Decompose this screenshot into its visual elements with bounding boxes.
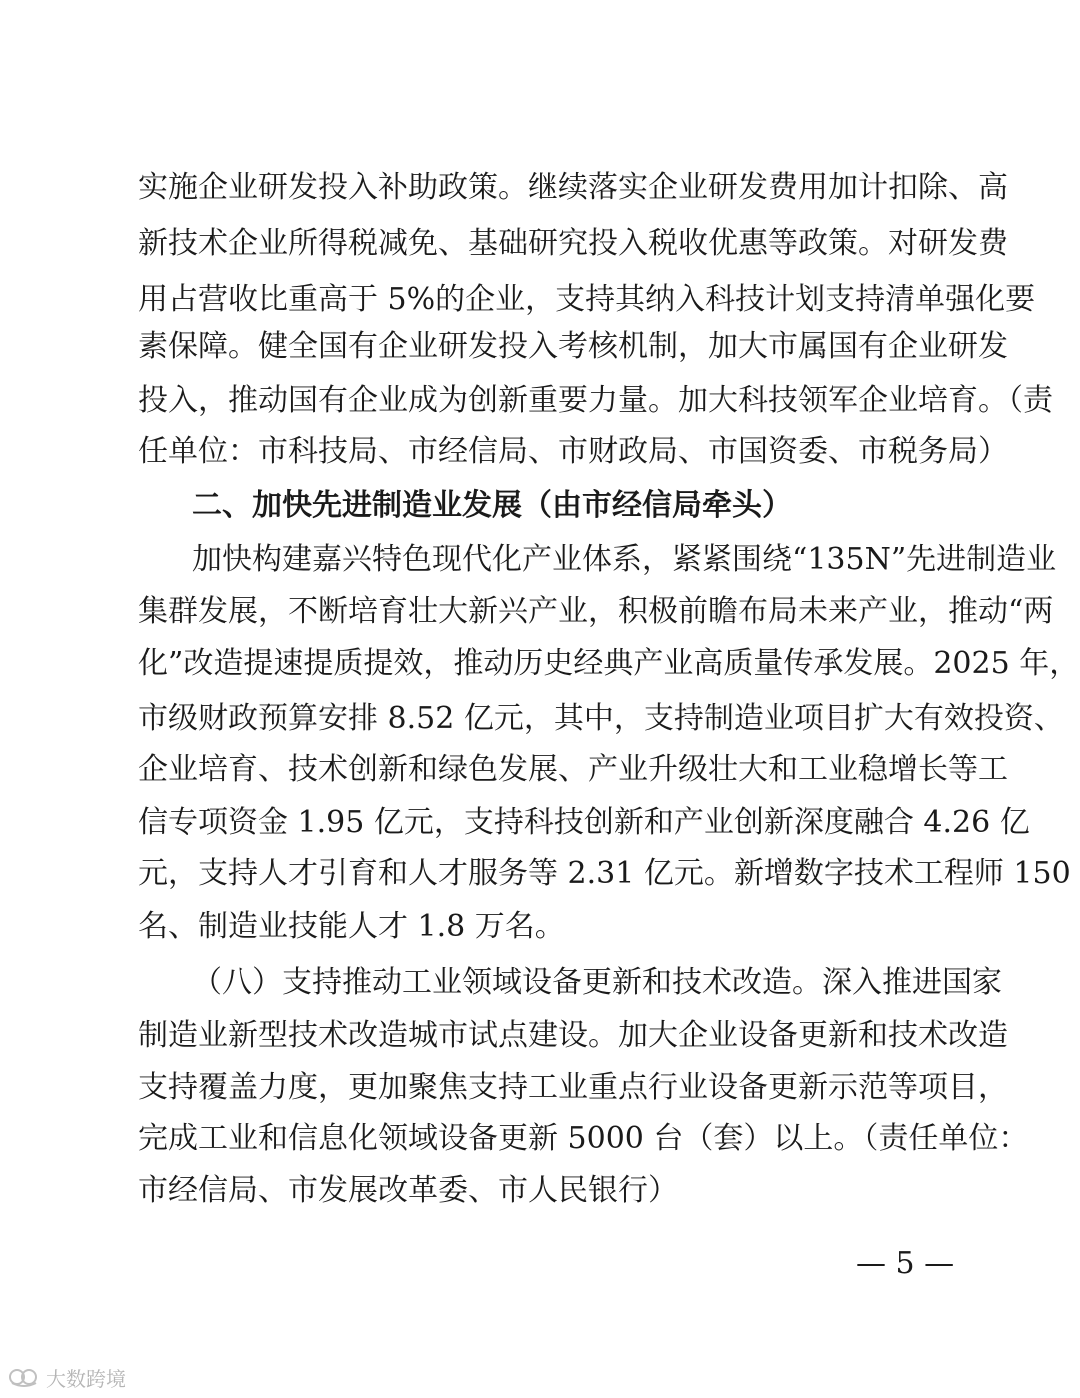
watermark-logo-icon — [8, 1365, 40, 1389]
subsection-line-1: （八）支持推动工业领域设备更新和技术改造。深入推进国家 — [192, 965, 1002, 1000]
watermark-text: 大数跨境 — [46, 1366, 126, 1391]
body-line-3: 用占营收比重高于 5%的企业，支持其纳入科技计划支持清单强化要 — [138, 282, 1036, 317]
body-line-11: 企业培育、技术创新和绿色发展、产业升级壮大和工业稳增长等工 — [138, 752, 1008, 787]
watermark — [8, 1362, 126, 1392]
body-line-2: 新技术企业所得税减免、基础研究投入税收优惠等政策。对研发费 — [138, 226, 1008, 261]
body-line-12: 信专项资金 1.95 亿元，支持科技创新和产业创新深度融合 4.26 亿 — [138, 805, 1030, 840]
body-line-18: 市经信局、市发展改革委、市人民银行） — [138, 1173, 678, 1208]
body-line-10: 市级财政预算安排 8.52 亿元，其中，支持制造业项目扩大有效投资、 — [138, 701, 1064, 736]
body-line-16: 支持覆盖力度，更加聚焦支持工业重点行业设备更新示范等项目， — [138, 1070, 1008, 1105]
body-line-9: 化”改造提速提质提效，推动历史经典产业高质量传承发展。2025 年， — [138, 646, 1080, 681]
body-line-6: 任单位：市科技局、市经信局、市财政局、市国资委、市税务局） — [138, 434, 1008, 469]
section-heading: 二、加快先进制造业发展（由市经信局牵头） — [192, 488, 792, 523]
body-line-14: 名、制造业技能人才 1.8 万名。 — [138, 909, 565, 944]
page-number: — 5 — — [856, 1246, 955, 1281]
body-line-8: 集群发展，不断培育壮大新兴产业，积极前瞻布局未来产业，推动“两 — [138, 594, 1054, 629]
body-line-5: 投入，推动国有企业成为创新重要力量。加大科技领军企业培育。（责 — [138, 383, 1053, 418]
body-line-4: 素保障。健全国有企业研发投入考核机制，加大市属国有企业研发 — [138, 329, 1008, 364]
body-line-7: 加快构建嘉兴特色现代化产业体系，紧紧围绕“135N”先进制造业 — [192, 542, 1057, 577]
body-line-1: 实施企业研发投入补助政策。继续落实企业研发费用加计扣除、高 — [138, 170, 1008, 205]
body-line-13: 元，支持人才引育和人才服务等 2.31 亿元。新增数字技术工程师 150 — [138, 856, 1071, 891]
body-line-17: 完成工业和信息化领域设备更新 5000 台（套）以上。（责任单位： — [138, 1121, 1029, 1156]
body-line-15: 制造业新型技术改造城市试点建设。加大企业设备更新和技术改造 — [138, 1018, 1008, 1053]
